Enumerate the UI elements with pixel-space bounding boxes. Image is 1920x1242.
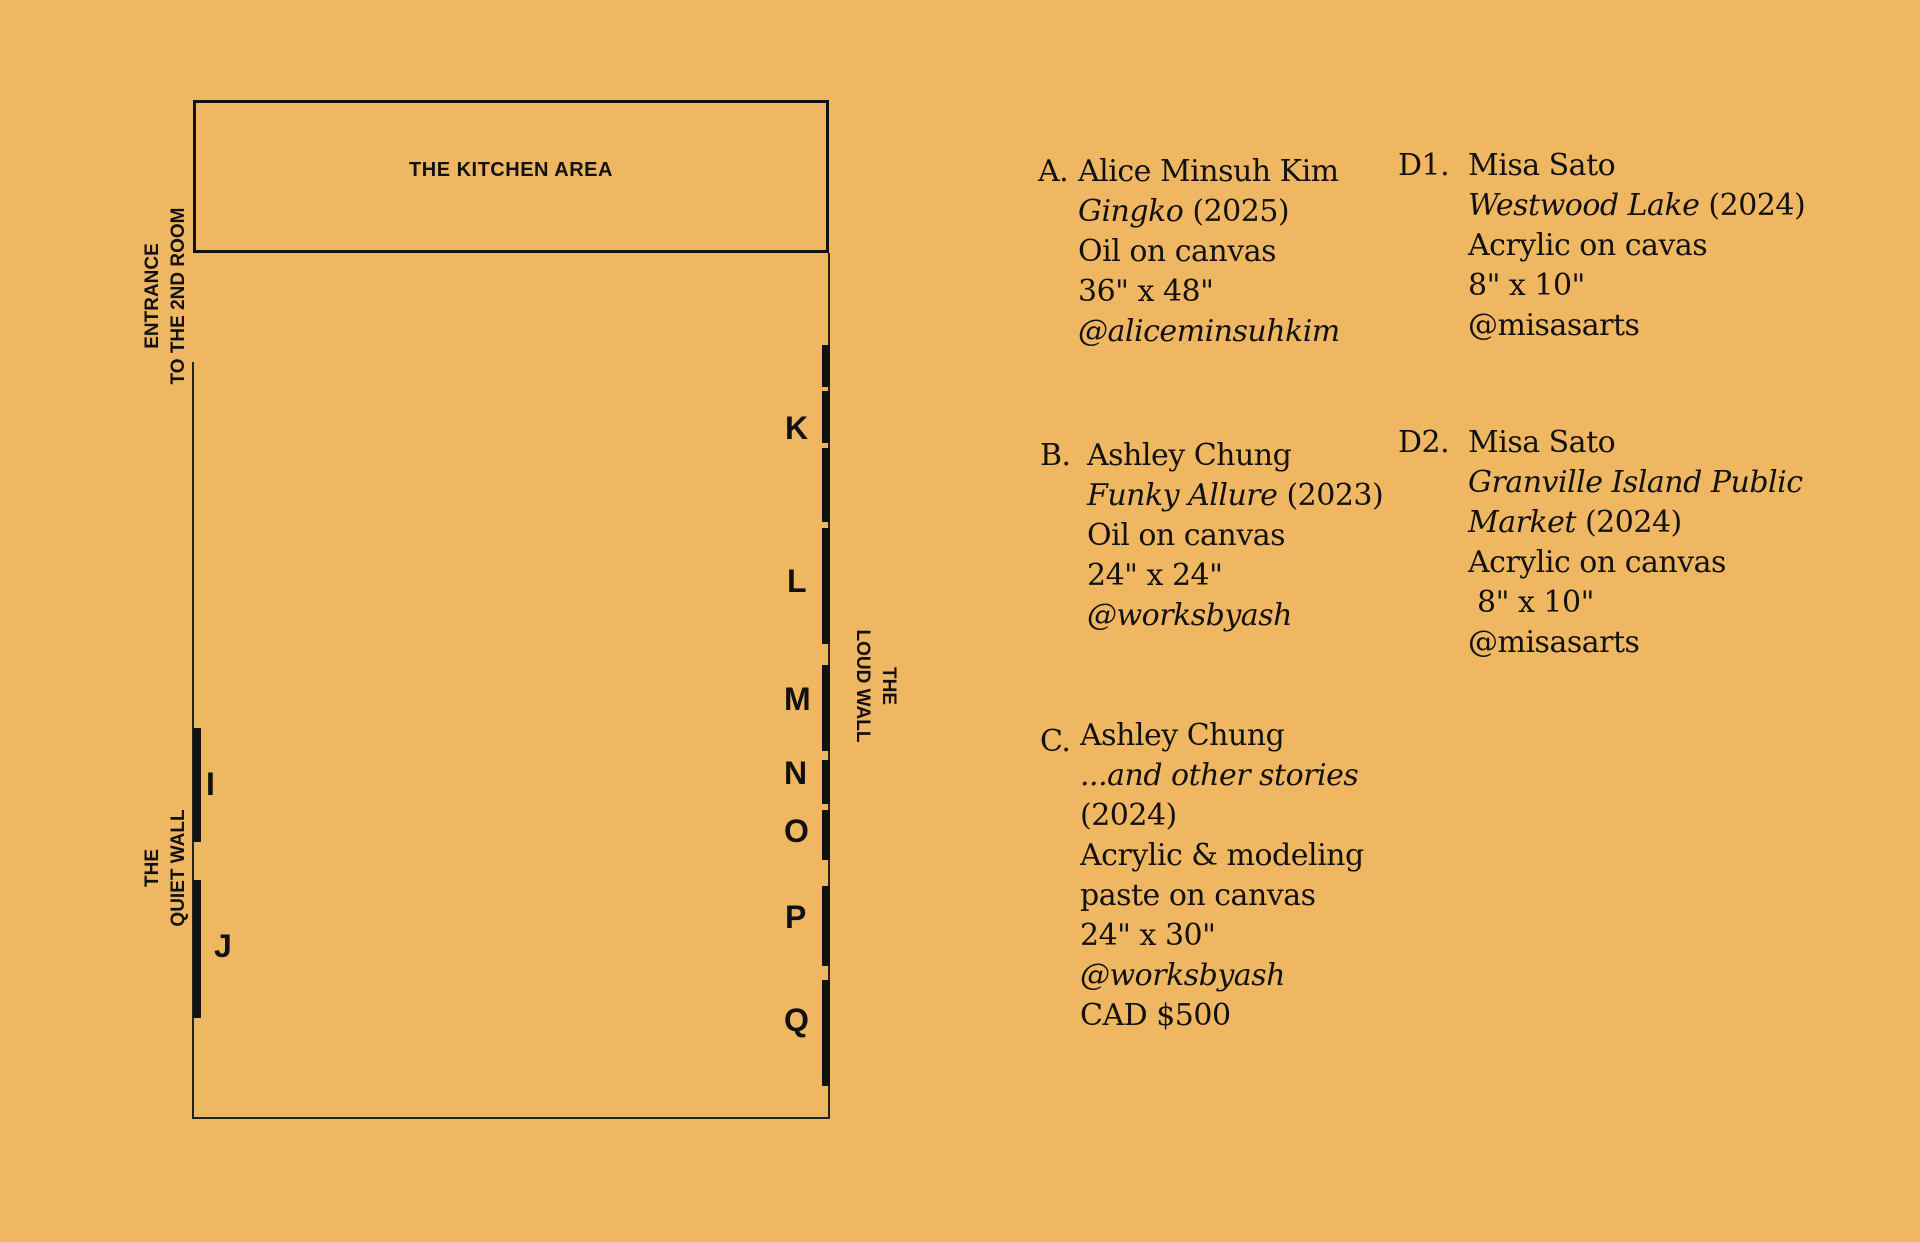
caption-b-year: (2023) [1277,478,1384,513]
wall-letter-k: K [785,410,809,446]
caption-c-title: ...and other stories [1080,758,1359,793]
kitchen-area [193,100,829,253]
loud-wall-label-line-1: THE [878,667,899,705]
caption-b-key: B. [1040,438,1071,473]
caption-a-title: Gingko [1078,194,1184,229]
caption-a-handle: @aliceminsuhkim [1078,314,1340,349]
wall-letter-m: M [784,681,811,717]
wall-segment-k-mid [822,391,830,443]
wall-segment-q [822,980,830,1086]
caption-c-medium-1: Acrylic & modeling [1080,838,1364,873]
quiet-wall-label-line-2: QUIET WALL [168,809,189,927]
wall-letter-n: N [784,755,808,791]
caption-d1-title-line [1468,186,1805,226]
wall-letter-j: J [214,928,232,964]
caption-c-key: C. [1040,724,1071,759]
caption-a-title-line [1078,192,1340,232]
quiet-wall-label [140,793,192,943]
caption-d2-medium: Acrylic on canvas [1468,545,1726,580]
caption-d2-size: 8" x 10" [1468,585,1594,620]
caption-d1-year: (2024) [1699,188,1806,223]
caption-c-size: 24" x 30" [1080,918,1216,953]
entrance-label-line-1: ENTRANCE [142,243,163,349]
wall-letter-p: P [785,899,807,935]
caption-d1-size: 8" x 10" [1468,268,1585,303]
caption-b-size: 24" x 24" [1087,558,1223,593]
caption-a-artist: Alice Minsuh Kim [1078,154,1339,189]
caption-d1-key: D1. [1398,148,1450,183]
caption-d2-title-line-2 [1468,503,1803,543]
caption-c-medium-2: paste on canvas [1080,878,1316,913]
caption-d2-title-1: Granville Island Public [1468,465,1803,500]
wall-segment-l [822,528,830,644]
wall-segment-o [822,810,830,860]
loud-wall-label [849,616,901,756]
caption-d2-year: (2024) [1575,505,1682,540]
caption-a-medium: Oil on canvas [1078,234,1276,269]
caption-d1-handle: @misasarts [1468,308,1640,343]
caption-b-title-line [1087,476,1383,516]
wall-letter-o: O [784,813,809,849]
caption-c-artist: Ashley Chung [1080,718,1285,753]
wall-segment-n [822,760,830,804]
wall-segment-k-bottom [822,448,830,522]
kitchen-label: THE KITCHEN AREA [409,159,613,181]
caption-a-key: A. [1038,154,1069,189]
wall-segment-m [822,665,830,751]
loud-wall-label-line-2: LOUD WALL [852,629,873,743]
caption-d1-title: Westwood Lake [1468,188,1700,223]
wall-segment-k-top [822,345,830,387]
caption-a-size: 36" x 48" [1078,274,1214,309]
wall-letter-q: Q [784,1002,809,1038]
caption-c-year: (2024) [1080,798,1177,833]
wall-letter-i: I [206,766,215,802]
wall-segment-j [193,880,201,1018]
wall-letter-l: L [787,563,807,599]
caption-d2-handle: @misasarts [1468,625,1640,660]
wall-segment-p [822,886,830,966]
room-bottom-wall [192,1117,830,1119]
caption-d1-artist: Misa Sato [1468,148,1616,183]
entrance-label [140,186,192,406]
caption-c-handle: @worksbyash [1080,958,1285,993]
caption-d1-medium: Acrylic on cavas [1468,228,1708,263]
quiet-wall-label-line-1: THE [142,849,163,887]
caption-b-title: Funky Allure [1087,478,1278,513]
caption-c-price: CAD $500 [1080,998,1231,1033]
wall-segment-i [193,728,201,842]
caption-d2-key: D2. [1398,425,1450,460]
caption-a-year: (2025) [1183,194,1290,229]
caption-b-handle: @worksbyash [1087,598,1292,633]
caption-d2-artist: Misa Sato [1468,425,1616,460]
entrance-label-line-2: TO THE 2ND ROOM [168,207,189,385]
caption-d2-title-2: Market [1468,505,1576,540]
caption-b-artist: Ashley Chung [1087,438,1292,473]
caption-b-medium: Oil on canvas [1087,518,1285,553]
